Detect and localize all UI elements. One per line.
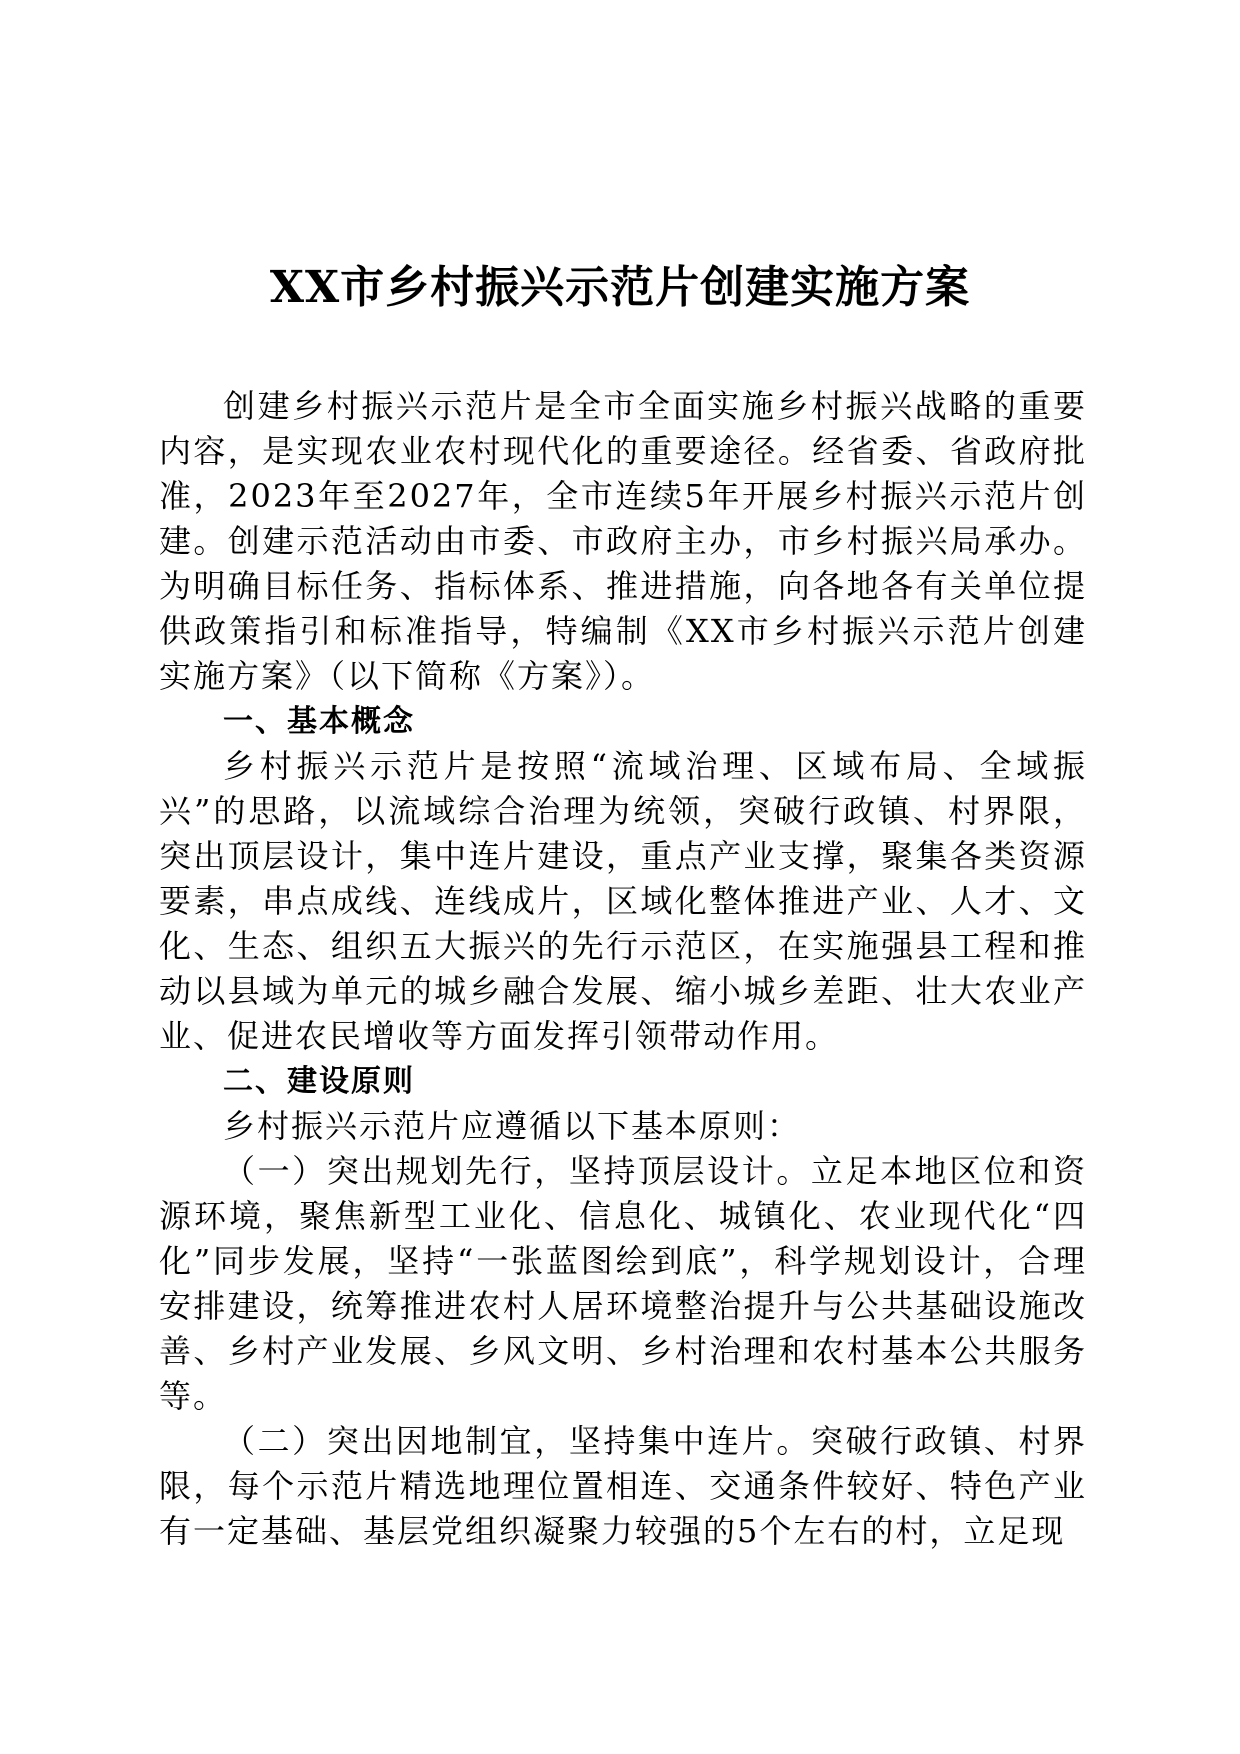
document-title: XX市乡村振兴示范片创建实施方案 [269,262,971,313]
section-heading-principles: 二、建设原则 [223,1064,415,1099]
principle-one-paragraph: （一）突出规划先行，坚持顶层设计。立足本地区位和资源环境，聚焦新型工业化、信息化、城镇化、农业现代化“四化”同步发展，坚持“一张蓝图绘到底”，科学规划设计，合理安排建设，统筹推进农村人居环境整治提升与公共基础设施改善、乡村产业发展、乡风文明、乡村治理和农村基本公共服务等。 [159,1152,1087,1415]
section-heading-basic-concept: 一、基本概念 [223,704,415,739]
intro-paragraph: 创建乡村振兴示范片是全市全面实施乡村振兴战略的重要内容，是实现农业农村现代化的重要途径。经省委、省政府批准，2023年至2027年，全市连续5年开展乡村振兴示范片创建。创建示范活动由市委、市政府主办，市乡村振兴局承办。为明确目标任务、指标体系、推进措施，向各地各有关单位提供政策指引和标准指导，特编制《XX市乡村振兴示范片创建实施方案》（以下简称《方案》）。 [159,387,1087,695]
basic-concept-paragraph: 乡村振兴示范片是按照“流域治理、区域布局、全域振兴”的思路，以流域综合治理为统领，突破行政镇、村界限，突出顶层设计，集中连片建设，重点产业支撑，聚集各类资源要素，串点成线、连线成片，区域化整体推进产业、人才、文化、生态、组织五大振兴的先行示范区，在实施强县工程和推动以县域为单元的城乡融合发展、缩小城乡差距、壮大农业产业、促进农民增收等方面发挥引领带动作用。 [159,747,1087,1055]
principle-two-paragraph: （二）突出因地制宜，坚持集中连片。突破行政镇、村界限，每个示范片精选地理位置相连、交通条件较好、特色产业有一定基础、基层党组织凝聚力较强的5个左右的村，立足现 [159,1422,1087,1550]
principles-intro-paragraph: 乡村振兴示范片应遵循以下基本原则： [223,1107,802,1145]
document-body [159,384,1087,1554]
